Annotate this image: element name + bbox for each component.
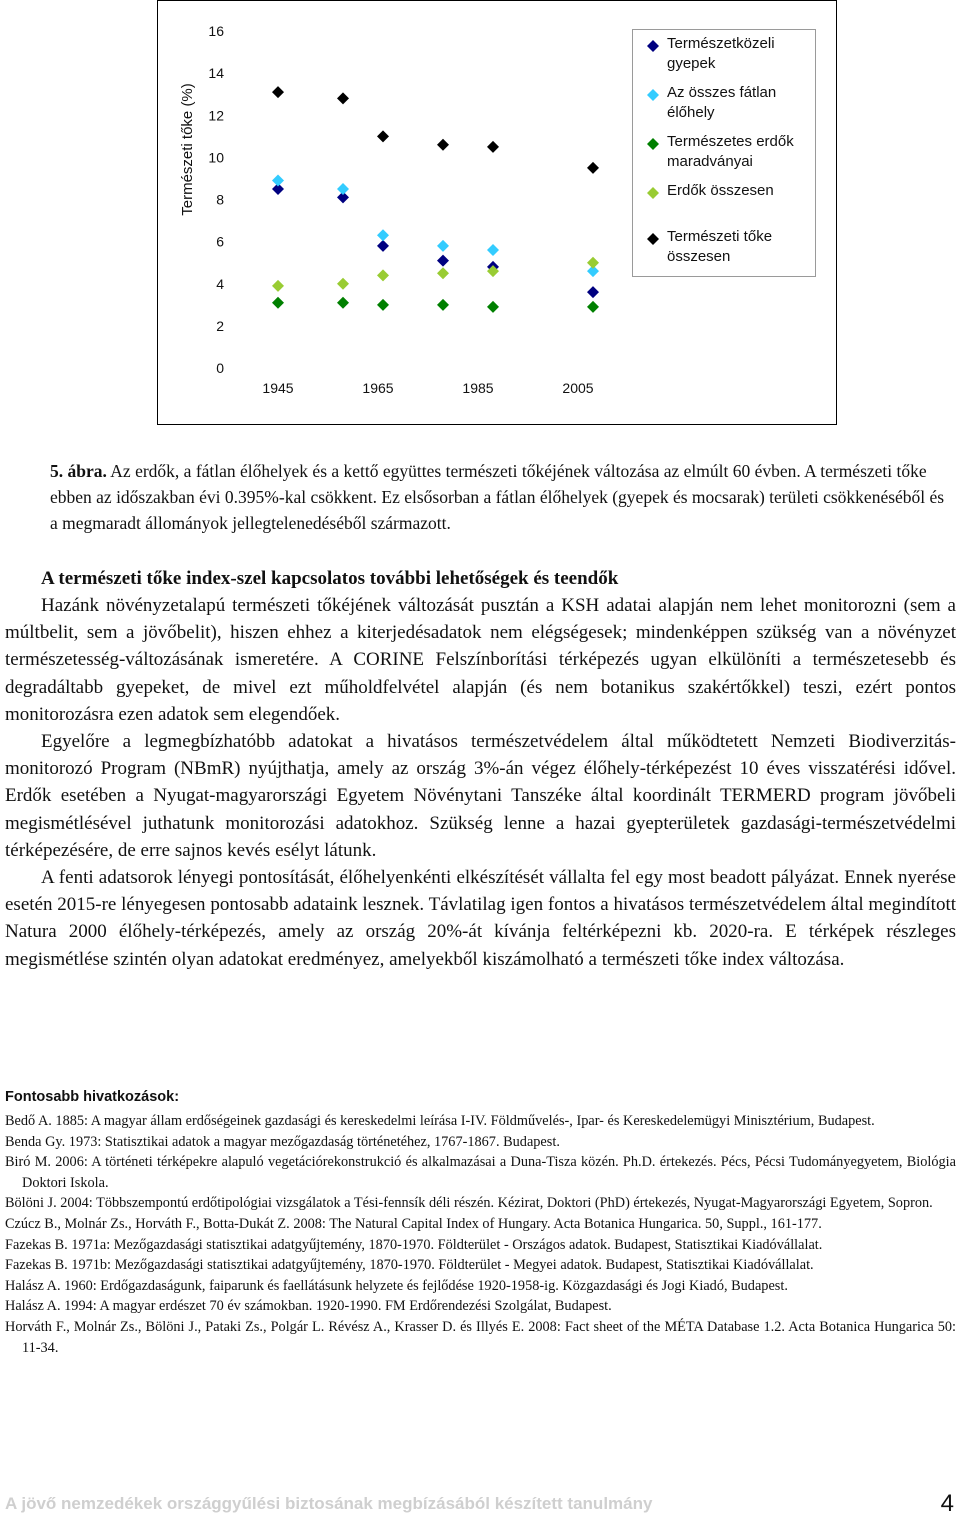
- data-point-series-1: [437, 240, 449, 252]
- x-tick-label: 1965: [362, 380, 394, 396]
- y-tick-label: 0: [216, 360, 224, 376]
- legend-label: Természetes erdők maradványai: [667, 133, 794, 170]
- paragraph-1: Hazánk növényzetalapú természeti tőkéjének változását pusztán a KSH adatai alapján nem lehet monitorozni (sem a múltbelit, sem a jövőbelit), hiszen ehhez a kiterjedésadatok nem elégségesek; mindenképpen szükség van a növényzet természetesség-változásának ismeretére. A CORINE Felszínborítási térképezés ugyan elkülöníti a természetesebb és degradáltabb gyepeket, de mivel ezt műholdfelvétel alapján (és nem botanikus szakértőkkel) teszi, ezért pontos monitorozásra ezen adatok sem elegendőek.: [5, 595, 956, 725]
- data-point-series-2: [487, 301, 499, 313]
- y-axis-title: Természeti tőke (%): [179, 83, 196, 216]
- data-point-series-0: [437, 255, 449, 267]
- chart-figure: [157, 0, 837, 425]
- reference-item: Bedő A. 1885: A magyar állam erdőségeinek gazdasági és kereskedelmi leírása I-IV. Földművelés-, Ipar- és Kereskedelemügyi Minisztérium, Budapest.: [5, 1113, 875, 1129]
- data-point-series-1: [337, 183, 349, 195]
- reference-item: Biró M. 2006: A történeti térképekre alapuló vegetációrekonstrukció és alkalmazásai a Duna-Tisza közén. Ph.D. értekezés. Pécs, Pécsi Tudományegyetem, Biológia Doktori Iskola.: [5, 1154, 956, 1191]
- y-tick-label: 12: [208, 107, 224, 124]
- data-point-series-3: [587, 257, 599, 269]
- legend-item-osszes-fatlan-elohely: [633, 83, 815, 123]
- reference-item: Halász A. 1960: Erdőgazdaságunk, faiparunk és faellátásunk helyzete és fejlődése 1920-1958-ig. Közgazdasági és Jogi Kiadó, Budapest.: [5, 1277, 788, 1294]
- legend-label: Természeti tőke összesen: [667, 228, 773, 265]
- x-tick-label: 1985: [462, 380, 494, 396]
- data-point-series-2: [437, 299, 449, 311]
- data-point-series-3: [377, 269, 389, 281]
- legend-marker-diamond-icon: [647, 138, 659, 150]
- body-section: [5, 565, 956, 973]
- data-point-series-2: [272, 297, 284, 309]
- page-number: 4: [940, 1490, 954, 1517]
- paragraph-3: A fenti adatsorok lényegi pontosítását, élőhelyenkénti elkészítését vállalta fel egy most beadott pályázat. Ennek nyerése esetén 2015-re lényegesen pontosabb adataink lesznek. Távlatilag igen fontos a hivatásos természetvédelem által megindított Natura 2000 élőhely-térképezés, amely az ország 20%-át kívánja feltérképezni kb. 2020-ra. E térképek részleges megismétlése szintén olyan adatokat eredményez, amelyekből kiszámolható a természeti tőke index változása.: [5, 867, 956, 970]
- y-tick-label: 14: [208, 65, 224, 82]
- paragraph-2: Egyelőre a legmegbízhatóbb adatokat a hivatásos természetvédelem által működtetett Nemzeti Biodiverzitás-monitorozó Program (NBmR) nyújthatja, amely az ország 3%-án végez élőhely-térképezést 10 éves visszatérési idővel. Erdők esetében a Nyugat-magyarországi Egyetem Növénytani Tanszéke által koordinált TERMERD program jövőbeli megismétlésével juthatunk monitorozási adatokhoz. Szükség lenne a hazai gyepterületek gazdasági-természetvédelmi térképezésére, de erre sajnos kevés esélyt látunk.: [5, 731, 956, 861]
- reference-item: Bölöni J. 2004: Többszempontú erdőtipológiai vizsgálatok a Tési-fennsík déli részén. Kézirat, Doktori (PhD) értekezés, Nyugat-Magyarországi Egyetem, Sopron.: [5, 1195, 933, 1212]
- data-point-series-1: [377, 229, 389, 241]
- y-tick-label: 6: [216, 233, 224, 250]
- x-tick-label: 2005: [562, 380, 594, 396]
- data-point-series-4: [437, 139, 449, 151]
- data-point-series-4: [272, 86, 284, 98]
- y-tick-label: 16: [208, 23, 224, 39]
- section-heading: A természeti tőke index-szel kapcsolatos további lehetőségek és teendők: [41, 568, 619, 589]
- y-tick-label: 4: [216, 275, 224, 292]
- chart-legend: [632, 29, 816, 277]
- data-point-series-1: [487, 244, 499, 256]
- reference-item: Fazekas B. 1971a: Mezőgazdasági statisztikai adatgyűjtemény, 1870-1970. Földterület - Országos adatok. Budapest, Statisztikai Kiadóvállalat.: [5, 1236, 823, 1253]
- legend-marker-diamond-icon: [647, 89, 659, 101]
- data-point-series-4: [377, 130, 389, 142]
- data-point-series-1: [272, 175, 284, 187]
- footer-text: A jövő nemzedékek országgyűlési biztosának megbízásából készített tanulmány: [5, 1494, 653, 1513]
- data-point-series-2: [587, 301, 599, 313]
- references: [5, 1088, 956, 1358]
- data-point-series-3: [437, 267, 449, 279]
- legend-item-termeszeti-toke-osszesen: [633, 227, 815, 267]
- legend-item-termeszetes-erdok-maradvanyai: [633, 132, 815, 172]
- data-point-series-4: [587, 162, 599, 174]
- reference-item: Horváth F., Molnár Zs., Bölöni J., Pataki Zs., Polgár L. Révész A., Krasser D. és Illyés E. 2008: Fact sheet of the MÉTA Database 1.2. Acta Botanica Hungarica 50: 11-34.: [5, 1318, 956, 1356]
- references-heading: Fontosabb hivatkozások:: [5, 1089, 180, 1105]
- reference-item: Czúcz B., Molnár Zs., Horváth F., Botta-Dukát Z. 2008: The Natural Capital Index of Hungary. Acta Botanica Hungarica. 50, Suppl., 161-177.: [5, 1215, 822, 1232]
- legend-marker-diamond-icon: [647, 187, 659, 199]
- legend-label: Természetközeli gyepek: [667, 35, 775, 72]
- legend-item-termeszetkozeli-gyepek: [633, 34, 815, 74]
- y-tick-label: 10: [208, 149, 224, 166]
- data-point-series-3: [272, 280, 284, 292]
- legend-marker-diamond-icon: [647, 40, 659, 52]
- data-point-series-4: [487, 141, 499, 153]
- y-tick-label: 8: [216, 191, 224, 208]
- data-point-series-0: [587, 286, 599, 298]
- data-point-series-4: [337, 92, 349, 104]
- page-footer: [5, 1490, 956, 1518]
- legend-item-erdok-osszesen: [633, 181, 815, 201]
- x-tick-label: 1945: [262, 380, 294, 396]
- y-tick-label: 2: [216, 317, 224, 334]
- legend-marker-diamond-icon: [647, 233, 659, 245]
- figure-caption: [50, 458, 955, 536]
- figure-caption-label: 5. ábra.: [50, 461, 107, 481]
- data-point-series-3: [337, 278, 349, 290]
- figure-caption-text: Az erdők, a fátlan élőhelyek és a kettő együttes természeti tőkéjének változása az elmúlt 60 évben. A természeti tőke ebben az időszakban évi 0.395%-kal csökkent. Ez elsősorban a fátlan élőhelyek (gyepek és mocsarak) területi csökkenéséből és a megmaradt állományok jellegtelenedéséből származott.: [50, 461, 945, 533]
- legend-label: Erdők összesen: [667, 182, 774, 199]
- legend-label: Az összes fátlan élőhely: [667, 84, 777, 121]
- reference-item: Fazekas B. 1971b: Mezőgazdasági statisztikai adatgyűjtemény, 1870-1970. Földterület - Megyei adatok. Budapest, Statisztikai Kiadóvállalat.: [5, 1257, 814, 1274]
- data-point-series-2: [337, 297, 349, 309]
- data-point-series-0: [377, 240, 389, 252]
- data-point-series-2: [377, 299, 389, 311]
- reference-item: Halász A. 1994: A magyar erdészet 70 év számokban. 1920-1990. FM Erdőrendezési Szolgálat, Budapest.: [5, 1298, 612, 1315]
- reference-item: Benda Gy. 1973: Statisztikai adatok a magyar mezőgazdaság történetéhez, 1767-1867. Budapest.: [5, 1133, 560, 1150]
